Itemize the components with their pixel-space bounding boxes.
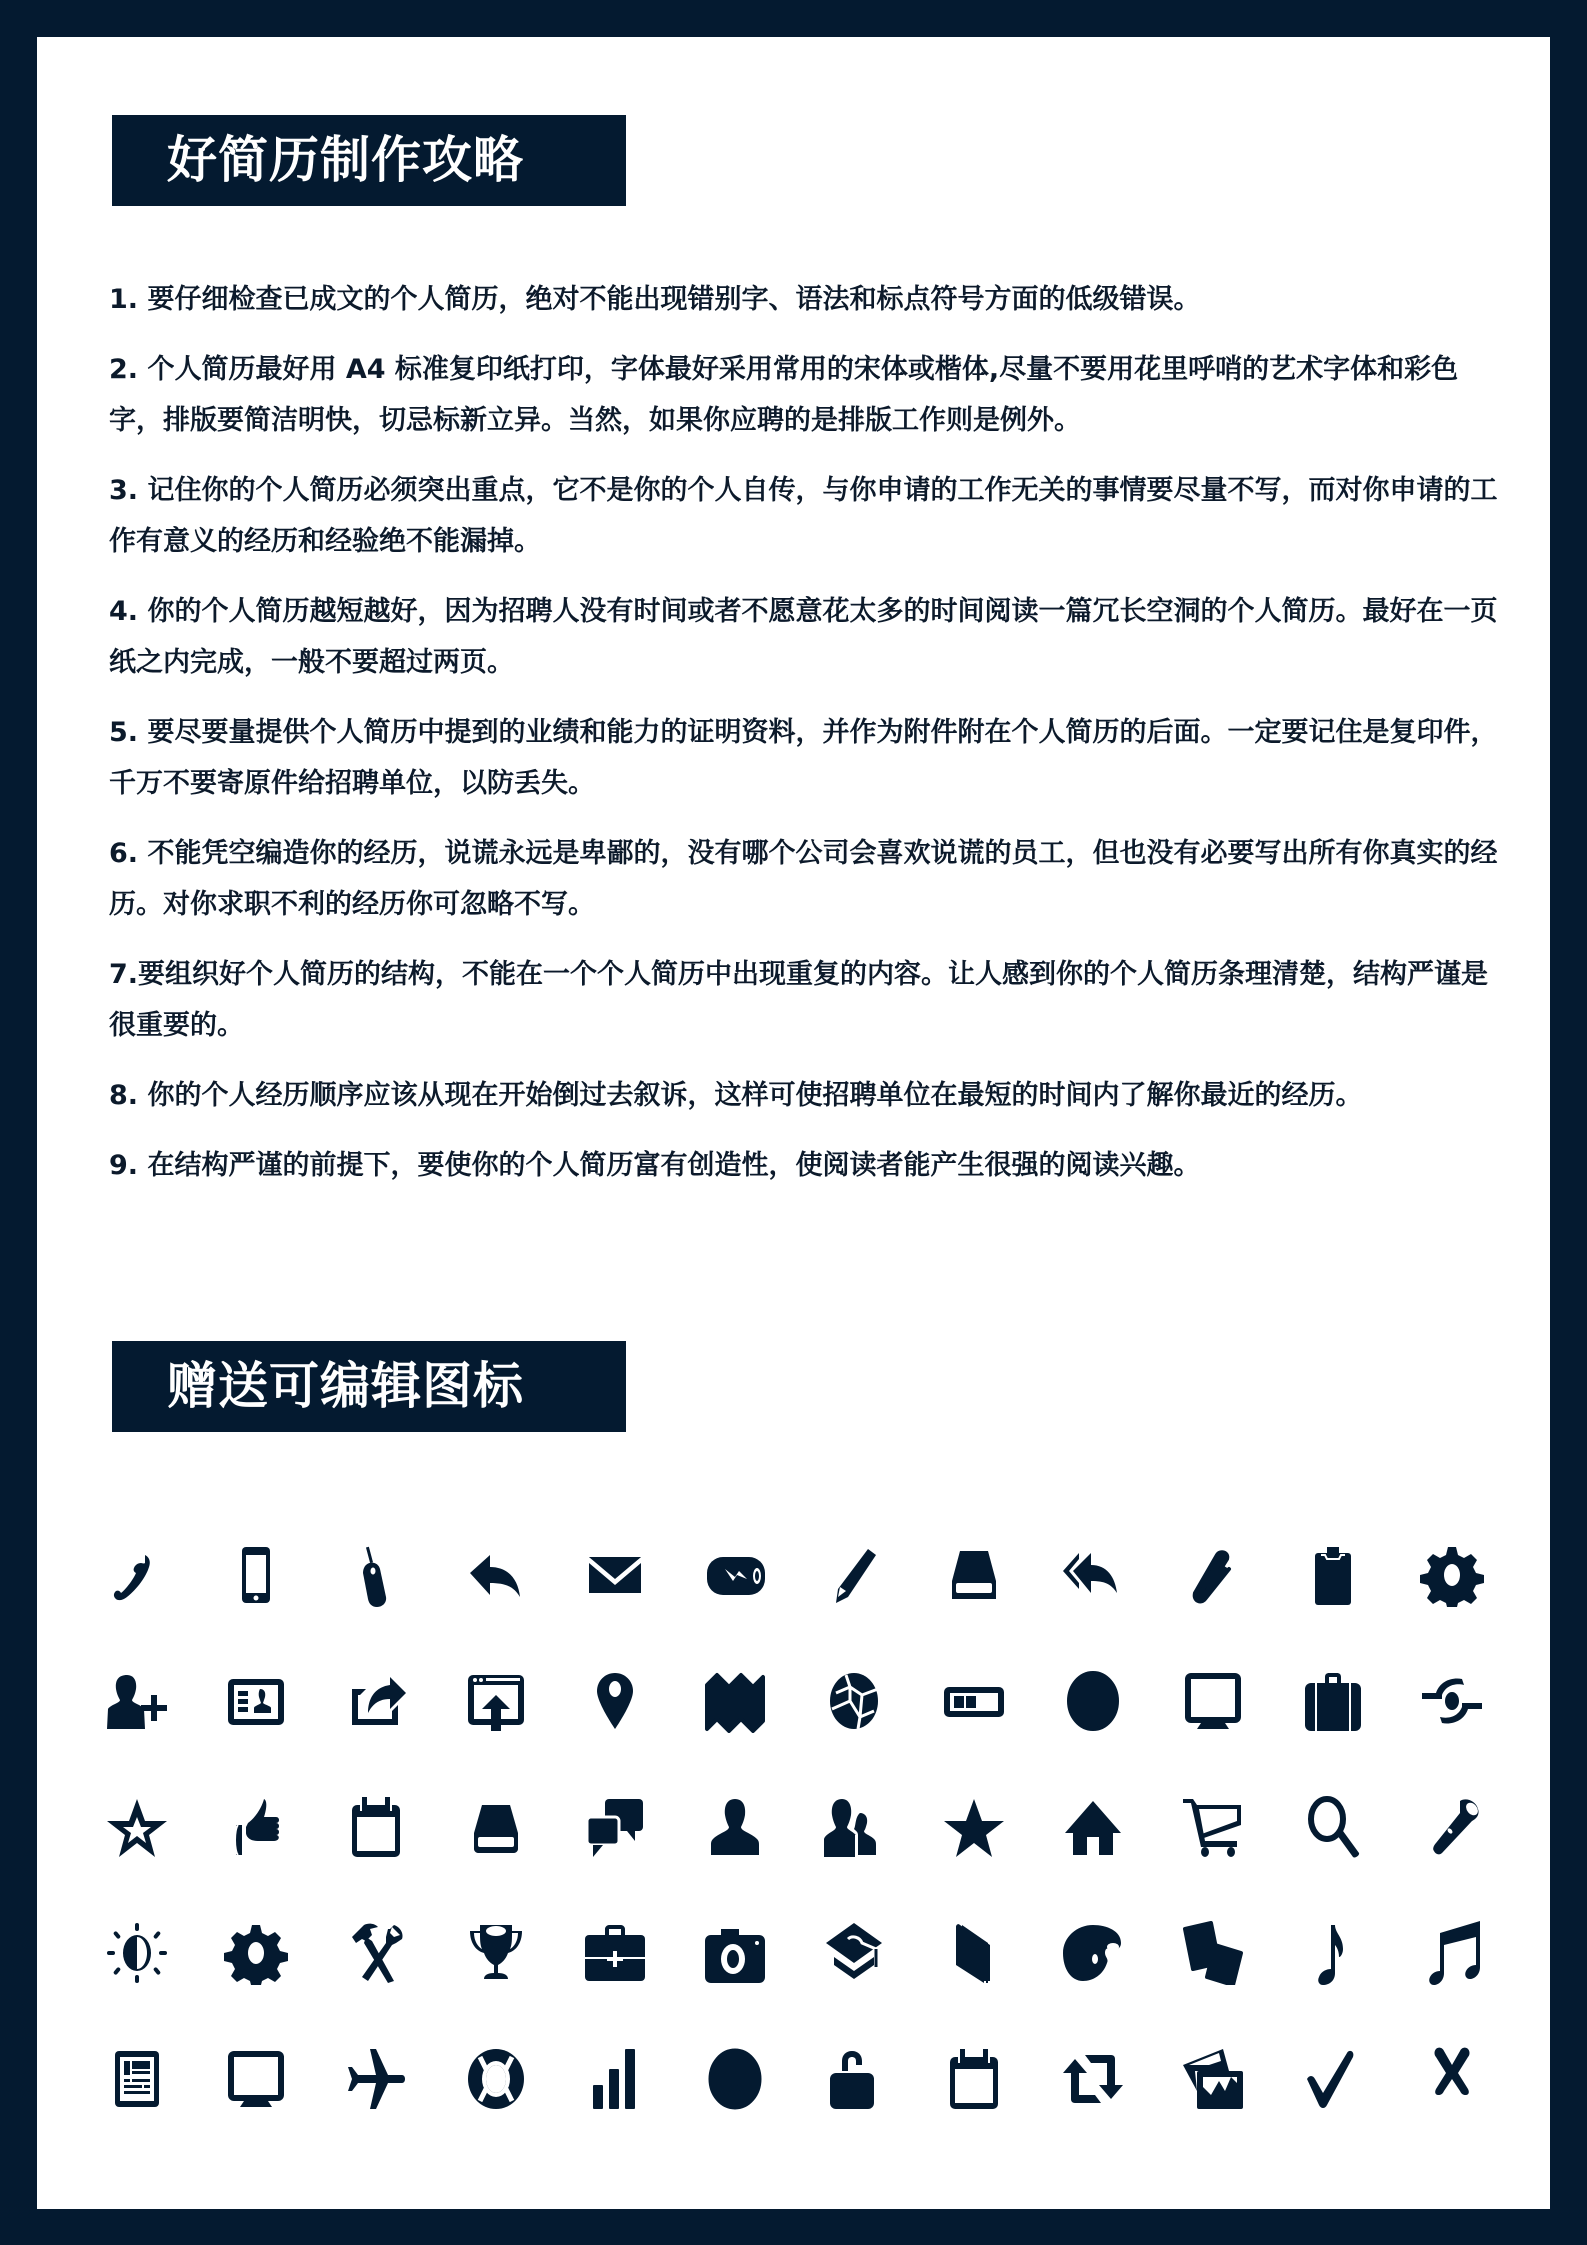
check-icon [1273,2016,1393,2142]
gear-icon [1392,1512,1512,1638]
star-icon [914,1764,1034,1890]
news-icon [77,2016,197,2142]
photos-icon [1153,2016,1273,2142]
upload-window-icon [436,1638,556,1764]
book-icon [914,1890,1034,2016]
thumbs-up-icon [197,1764,317,1890]
drive-icon [436,1764,556,1890]
icon-grid [77,1512,1512,2142]
monitor-icon [1153,1638,1273,1764]
gear-alt-icon [197,1890,317,2016]
suitcase-icon [1273,1638,1393,1764]
calendar-alt-icon [914,2016,1034,2142]
tip-3: 3. 记住你的个人简历必须突出重点，它不是你的个人自传，与你申请的工作无关的事情要尽量不写，而对你申请的工作有意义的经历和经验绝不能漏掉。 [109,475,1498,557]
tip-4: 4. 你的个人简历越短越好，因为招聘人没有时间或者不愿意花太多的时间阅读一篇冗长空洞的个人简历。最好在一页纸之内完成，一般不要超过两页。 [109,596,1498,678]
tip-2: 2. 个人简历最好用 A4 标准复印纸打印，字体最好采用常用的宋体或楷体,尽量不要用花里呼哨的艺术字体和彩色字，排版要简洁明快，切忌标新立异。当然，如果你应聘的是排版工作则是例外。 [109,354,1459,436]
user-icon [675,1764,795,1890]
calendar-icon [316,1764,436,1890]
home-icon [1034,1764,1154,1890]
sync-icon [1392,1638,1512,1764]
brightness-icon [77,1890,197,2016]
user-add-icon [77,1638,197,1764]
star-outline-icon [77,1764,197,1890]
reply-all-icon [1034,1512,1154,1638]
flashlight-icon [1392,1764,1512,1890]
signal-bars-icon [555,2016,675,2142]
tip-8: 8. 你的个人经历顺序应该从现在开始倒过去叙诉，这样可使招聘单位在最短的时间内了解你最近的经历。 [109,1080,1363,1111]
mail-icon [555,1512,675,1638]
users-icon [795,1764,915,1890]
unlock-icon [795,2016,915,2142]
section-title-resume-tips: 好简历制作攻略 [112,115,626,206]
retweet-icon [1034,2016,1154,2142]
music-notes-icon [1392,1890,1512,2016]
chat-icon [555,1764,675,1890]
tip-7: 7.要组织好个人简历的结构，不能在一个个人简历中出现重复的内容。让人感到你的个人简历条理清楚，结构严谨是很重要的。 [109,959,1489,1041]
inbox-drive-icon [914,1512,1034,1638]
contact-card-icon [197,1638,317,1764]
tip-9: 9. 在结构严谨的前提下，要使你的个人简历富有创造性，使阅读者能产生很强的阅读兴趣。 [109,1150,1201,1181]
pencil-icon [795,1512,915,1638]
tip-6: 6. 不能凭空编造你的经历，说谎永远是卑鄙的，没有哪个公司会喜欢说谎的员工，但也没有必要写出所有你真实的经历。对你求职不利的经历你可忽略不写。 [109,838,1498,920]
cellphone-antenna-icon [316,1512,436,1638]
phone-icon [77,1512,197,1638]
document-page [37,37,1550,2209]
trophy-icon [436,1890,556,2016]
tip-5: 5. 要尽要量提供个人简历中提到的业绩和能力的证明资料，并作为附件附在个人简历的后面。一定要记住是复印件，千万不要寄原件给招聘单位，以防丢失。 [109,717,1498,799]
clipboard-icon [1273,1512,1393,1638]
tip-1: 1. 要仔细检查已成文的个人简历，绝对不能出现错别字、语法和标点符号方面的低级错误。 [109,284,1201,315]
mobile-icon [197,1512,317,1638]
battery-charge-icon [675,1512,795,1638]
palette-icon [1034,1890,1154,2016]
tips-list [109,274,1509,1210]
camera-icon [675,1890,795,2016]
map-pin-icon [555,1638,675,1764]
monitor-alt-icon [197,2016,317,2142]
lifebuoy-icon [436,2016,556,2142]
section-title-free-icons: 赠送可编辑图标 [112,1341,626,1432]
share-icon [316,1638,436,1764]
reply-icon [436,1512,556,1638]
battery-icon [914,1638,1034,1764]
airplane-icon [316,2016,436,2142]
tools-icon [316,1890,436,2016]
cart-icon [1153,1764,1273,1890]
paperclip-icon [1153,1512,1273,1638]
graduation-cap-icon [795,1890,915,2016]
clock-icon [675,2016,795,2142]
crosshair-icon [1034,1638,1154,1764]
close-icon [1392,2016,1512,2142]
music-note-icon [1273,1890,1393,2016]
first-aid-kit-icon [555,1890,675,2016]
map-icon [675,1638,795,1764]
cards-icon [1153,1890,1273,2016]
globe-icon [795,1638,915,1764]
search-icon [1273,1764,1393,1890]
